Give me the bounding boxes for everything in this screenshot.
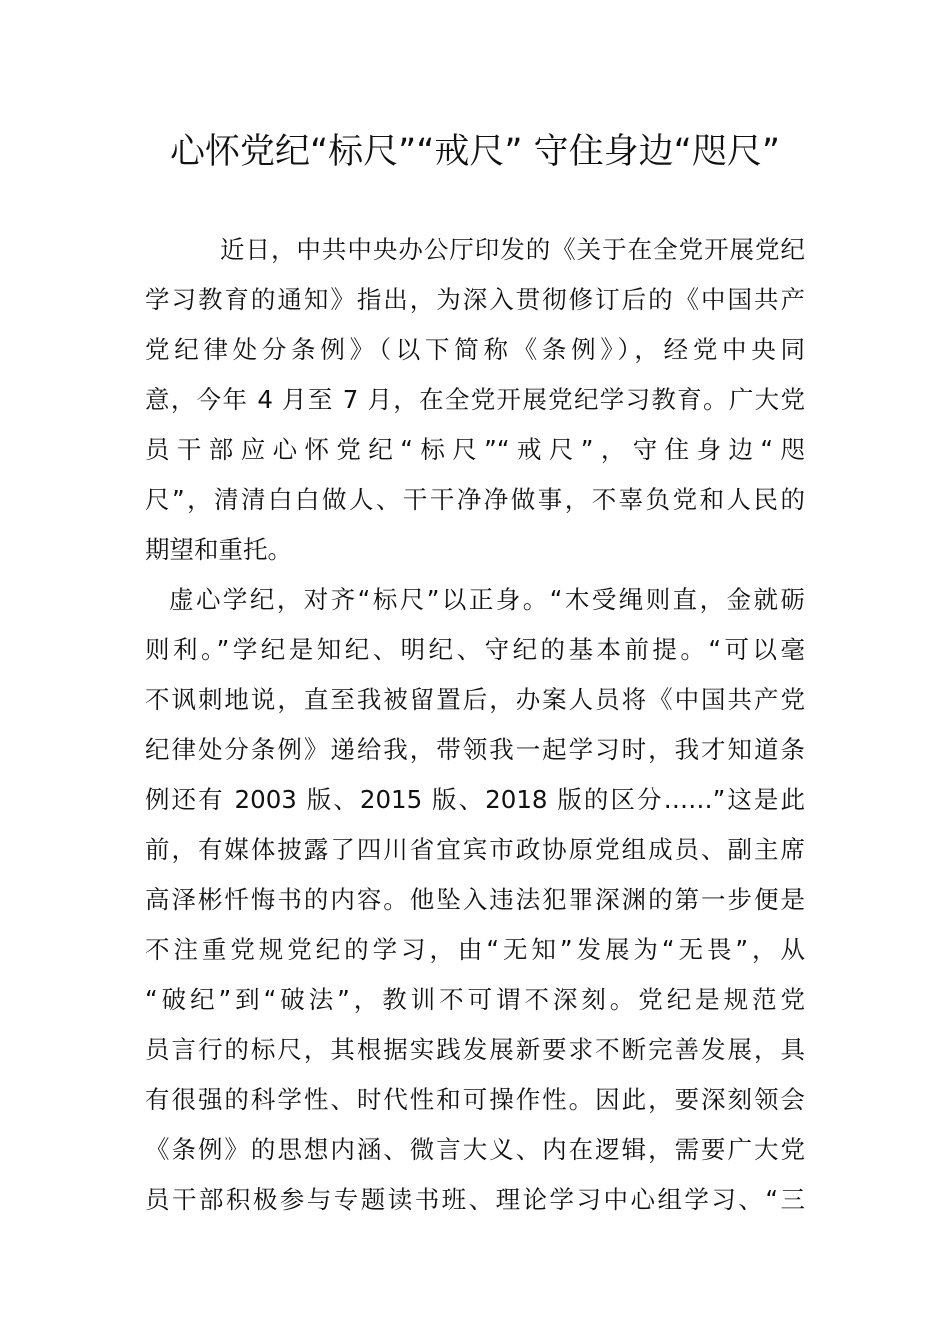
paragraph-line: 期望和重托。 [145, 535, 292, 564]
paragraph-line: 党纪律处分条例》（以下简称《条例》），经党中央同 [145, 335, 805, 364]
paragraph-line: 纪律处分条例》递给我，带领我一起学习时，我才知道条 [145, 735, 805, 764]
paragraph-line: 不注重党规党纪的学习，由“无知”发展为“无畏”，从 [145, 935, 805, 964]
paragraph-line: 虚心学纪，对齐“标尺”以正身。“木受绳则直，金就砺 [169, 585, 805, 614]
paragraph-line: 近日，中共中央办公厅印发的《关于在全党开展党纪 [220, 235, 805, 264]
paragraph-line: 高泽彬忏悔书的内容。他坠入违法犯罪深渊的第一步便是 [145, 885, 805, 914]
paragraph-line: 不讽刺地说，直至我被留置后，办案人员将《中国共产党 [145, 685, 805, 714]
paragraph-line: 例还有 2003 版、2015 版、2018 版的区分……”这是此 [145, 785, 805, 814]
paragraph-line: 尺”，清清白白做人、干干净净做事，不辜负党和人民的 [145, 485, 805, 514]
paragraph-line: 意，今年 4 月至 7 月，在全党开展党纪学习教育。广大党 [145, 385, 805, 414]
paragraph-line: 学习教育的通知》指出，为深入贯彻修订后的《中国共产 [145, 285, 805, 314]
paragraph-line: 《条例》的思想内涵、微言大义、内在逻辑，需要广大党 [145, 1135, 805, 1164]
paragraph-line: 有很强的科学性、时代性和可操作性。因此，要深刻领会 [145, 1085, 805, 1114]
paragraph-line: 员干部应心怀党纪“标尺”“戒尺”，守住身边“咫 [145, 435, 805, 464]
paragraph-line: “破纪”到“破法”，教训不可谓不深刻。党纪是规范党 [145, 985, 805, 1014]
document-title: 心怀党纪“标尺”“戒尺” 守住身边“咫尺” [170, 132, 780, 172]
paragraph-line: 员言行的标尺，其根据实践发展新要求不断完善发展，具 [145, 1035, 805, 1064]
paragraph-line: 员干部积极参与专题读书班、理论学习中心组学习、“三 [145, 1185, 805, 1214]
paragraph-line: 则利。”学纪是知纪、明纪、守纪的基本前提。“可以毫 [145, 635, 805, 664]
paragraph-line: 前，有媒体披露了四川省宜宾市政协原党组成员、副主席 [145, 835, 805, 864]
